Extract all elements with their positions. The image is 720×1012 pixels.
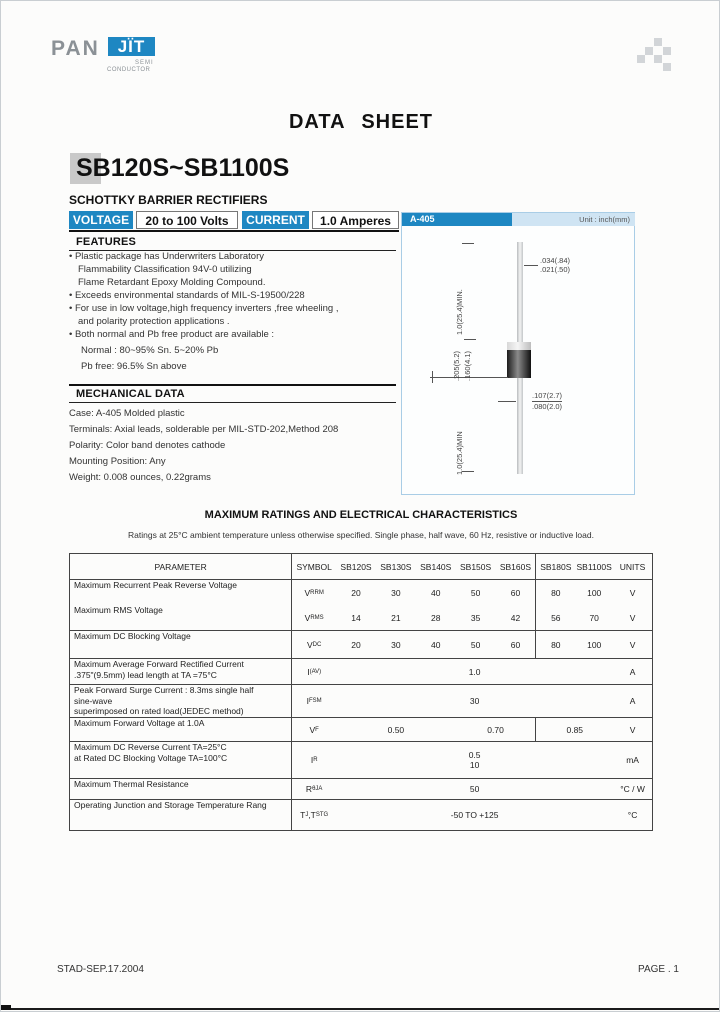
value-cell: 60 — [496, 580, 537, 605]
logo-pan-text: PAN — [51, 37, 100, 60]
value-cell: 80 — [551, 639, 561, 650]
value-cell: 0.70 — [456, 718, 537, 741]
dim-value: .080(2.0) — [532, 402, 563, 411]
diode-cathode-band — [507, 342, 531, 350]
mechanical-line: Polarity: Color band denotes cathode — [69, 440, 226, 451]
dimension-line — [462, 243, 474, 244]
document-title: DATA SHEET — [288, 111, 434, 133]
diode-body — [507, 350, 531, 378]
symbol-sub: RMS — [310, 614, 324, 621]
col-header: SB150S — [459, 561, 492, 572]
parameter-text: Maximum Recurrent Peak Reverse Voltage — [74, 580, 237, 590]
divider-line — [69, 384, 396, 386]
col-header: SB180S — [540, 561, 572, 572]
voltage-label: VOLTAGE — [69, 211, 133, 229]
dim-value: .160(4.1) — [463, 350, 472, 381]
symbol-sub: STG — [315, 812, 329, 818]
feature-text: Both normal and Pb free product are available : — [74, 329, 275, 340]
feature-line — [81, 344, 399, 357]
divider-line — [69, 230, 399, 232]
dim-lead-length-top: 1.0(25.4)MIN. — [455, 289, 464, 335]
parameter-cell — [70, 605, 292, 630]
value-cell — [336, 742, 613, 778]
symbol-sub: F — [315, 726, 319, 733]
value-text: 10 — [469, 760, 480, 770]
table-row — [70, 742, 652, 779]
symbol-cell — [292, 800, 336, 830]
footer-revision: STAD-SEP.17.2004 — [57, 964, 144, 975]
symbol-cell — [292, 631, 336, 658]
dim-lead-diameter — [540, 256, 570, 274]
feature-line — [78, 263, 399, 276]
table-row — [70, 605, 652, 631]
footer-page-number: PAGE . 1 — [638, 964, 679, 975]
symbol-base: V — [307, 639, 313, 650]
table-row — [70, 685, 652, 718]
page-bottom-edge — [1, 1008, 719, 1010]
parameter-cell — [70, 718, 292, 741]
value-cell: 40 — [431, 587, 441, 598]
feature-text: Pb free: 96.5% Sn above — [81, 361, 187, 372]
units-cell: °C / W — [620, 784, 645, 794]
value-cell: 100 — [587, 639, 602, 650]
feature-line — [69, 328, 399, 341]
symbol-base: V — [304, 587, 311, 598]
symbol-cell — [292, 685, 336, 717]
symbol-sub: (AV) — [309, 668, 322, 675]
parameter-text: sine-wave — [74, 695, 113, 706]
symbol-cell — [292, 580, 336, 605]
dim-value: .107(2.7) — [532, 391, 563, 400]
current-value: 1.0 Amperes — [312, 211, 399, 229]
page-corner-mark — [1, 1005, 11, 1010]
units-cell: mA — [626, 755, 639, 765]
mechanical-line: Weight: 0.008 ounces, 0.22grams — [69, 472, 211, 483]
part-number-title: SB120S~SB1100S — [76, 154, 290, 182]
col-header: SB1100S — [576, 561, 612, 572]
feature-text: and polarity protection applications . — [78, 316, 230, 327]
parameter-cell — [70, 580, 292, 605]
value-cell: 28 — [431, 612, 441, 623]
symbol-cell — [292, 742, 336, 778]
mechanical-data-list — [69, 406, 399, 486]
mechanical-line: Case: A-405 Molded plastic — [69, 408, 185, 419]
dim-body-diameter — [532, 391, 562, 411]
col-header: SB130S — [380, 561, 412, 572]
decor-square — [663, 63, 671, 71]
symbol-sub: R — [313, 757, 318, 763]
parameter-text: Peak Forward Surge Current : 8.3ms single half — [74, 685, 254, 695]
table-row — [70, 580, 652, 605]
decor-square — [654, 38, 662, 46]
feature-line — [69, 302, 399, 315]
value-cell: 80 — [551, 587, 561, 598]
feature-text: Flame Retardant Epoxy Molding Compound. — [78, 277, 266, 288]
symbol-base: ,T — [308, 810, 316, 820]
table-row — [70, 659, 652, 685]
units-cell: A — [629, 666, 636, 677]
parameter-text: .375"(9.5mm) lead length at TA =75°C — [74, 669, 217, 680]
parameter-text: superimposed on rated load(JEDEC method) — [74, 706, 244, 716]
decor-square — [654, 55, 662, 63]
package-outline-box — [401, 212, 635, 495]
feature-line — [81, 360, 399, 373]
value-cell: 1.0 — [468, 666, 481, 677]
symbol-base: V — [304, 612, 311, 623]
parameter-cell — [70, 631, 292, 658]
value-cell: 30 — [391, 587, 401, 598]
feature-line — [78, 276, 399, 289]
value-cell: 0.50 — [387, 724, 405, 735]
bullet: • — [69, 251, 73, 262]
feature-text: For use in low voltage,high frequency inverters ,free wheeling , — [74, 303, 339, 314]
symbol-cell — [292, 605, 336, 630]
col-header: SB160S — [496, 554, 537, 579]
units-cell: A — [629, 696, 636, 706]
feature-text: Flammability Classification 94V-0 utilizing — [78, 264, 252, 275]
dimension-line — [432, 371, 433, 383]
symbol-base: R — [305, 784, 313, 794]
symbol-base: I — [306, 696, 310, 706]
decor-square — [645, 47, 653, 55]
parameter-text: Maximum Average Forward Rectified Current — [74, 659, 244, 669]
voltage-value: 20 to 100 Volts — [136, 211, 238, 229]
parameter-text: Maximum Forward Voltage at 1.0A — [74, 718, 205, 728]
symbol-sub: RRM — [310, 589, 324, 596]
parameter-cell — [70, 800, 292, 830]
features-list — [69, 250, 399, 373]
symbol-sub: θJA — [312, 786, 323, 792]
mechanical-data-heading: MECHANICAL DATA — [76, 388, 185, 400]
symbol-cell — [292, 659, 336, 684]
value-cell: 56 — [551, 612, 561, 623]
bullet: • — [69, 290, 73, 301]
parameter-text: Operating Junction and Storage Temperature Rang — [74, 800, 267, 810]
feature-text: Normal : 80~95% Sn. 5~20% Pb — [81, 345, 219, 356]
symbol-sub: FSM — [309, 698, 322, 704]
logo-jit-badge: JÏT — [108, 37, 155, 56]
dim-value: .034(.84) — [540, 256, 571, 265]
divider-line — [69, 402, 396, 403]
units-cell: V — [629, 587, 636, 598]
units-cell: V — [629, 724, 636, 735]
table-row — [70, 718, 652, 742]
device-family-subtitle: SCHOTTKY BARRIER RECTIFIERS — [69, 193, 268, 207]
feature-text: Plastic package has Underwriters Laboratory — [74, 251, 265, 262]
decor-square — [637, 55, 645, 63]
symbol-sub: J — [305, 812, 309, 818]
dim-value: .021(.50) — [540, 265, 571, 274]
units-cell: °C — [627, 810, 638, 820]
feature-line — [69, 289, 399, 302]
value-cell: 20 — [351, 587, 361, 598]
table-note: Ratings at 25°C ambient temperature unless otherwise specified. Single phase, half wave, 60 Hz, resistive or inductive load. — [128, 530, 594, 540]
package-name-tab: A-405 — [402, 213, 512, 226]
logo-conductor-text: CONDUCTOR — [107, 67, 151, 73]
symbol-base: I — [307, 666, 310, 677]
value-text: 0.5 — [468, 750, 481, 760]
value-cell: 42 — [496, 605, 537, 630]
ratings-table — [69, 553, 653, 831]
value-cell: 0.85 — [566, 724, 584, 735]
symbol-cell — [292, 779, 336, 799]
feature-text: Exceeds environmental standards of MIL-S-19500/228 — [74, 290, 305, 301]
units-cell: V — [629, 639, 636, 650]
dim-body-length — [452, 331, 472, 381]
table-title: MAXIMUM RATINGS AND ELECTRICAL CHARACTERISTICS — [204, 509, 518, 521]
parameter-cell — [70, 742, 292, 778]
parameter-text: Maximum DC Reverse Current TA=25°C — [74, 742, 227, 752]
value-cell: 50 — [470, 587, 481, 598]
value-cell: 70 — [589, 612, 599, 623]
parameter-text: Maximum RMS Voltage — [74, 605, 163, 615]
symbol-base: T — [300, 810, 306, 820]
units-cell: V — [629, 612, 636, 623]
symbol-cell — [292, 718, 336, 741]
col-header: SB140S — [420, 561, 452, 572]
value-cell: 30 — [391, 639, 401, 650]
col-header: SYMBOL — [296, 561, 332, 572]
dimension-line — [524, 265, 538, 266]
value-cell: 21 — [391, 612, 401, 623]
col-header: UNITS — [619, 561, 646, 572]
parameter-text: at Rated DC Blocking Voltage TA=100°C — [74, 752, 228, 763]
value-cell: 14 — [351, 612, 361, 623]
feature-line — [78, 315, 399, 328]
symbol-sub: DC — [312, 641, 322, 648]
table-row — [70, 779, 652, 800]
col-header: SB120S — [340, 561, 372, 572]
parameter-cell — [70, 779, 292, 799]
symbol-base: V — [309, 724, 316, 735]
table-row — [70, 800, 652, 830]
decor-square — [663, 47, 671, 55]
table-header-row — [70, 554, 652, 580]
current-label: CURRENT — [242, 211, 309, 229]
value-cell: 30 — [469, 696, 480, 706]
value-cell: 20 — [351, 639, 361, 650]
symbol-base: I — [310, 755, 314, 765]
feature-line — [69, 250, 399, 263]
dim-value: .205(5.2) — [452, 350, 461, 381]
value-cell: 100 — [587, 587, 602, 598]
value-cell: 35 — [470, 612, 481, 623]
value-cell: -50 TO +125 — [450, 810, 499, 820]
parameter-text: Maximum Thermal Resistance — [74, 779, 189, 789]
logo-semi-text: SEMI — [135, 60, 154, 66]
value-cell: 60 — [496, 631, 537, 658]
dim-lead-length-bottom: 1.0(25.4)MIN — [455, 431, 464, 475]
mechanical-line: Mounting Position: Any — [69, 456, 166, 467]
bullet: • — [69, 329, 73, 340]
value-cell: 50 — [470, 639, 481, 650]
bullet: • — [69, 303, 73, 314]
value-cell: 50 — [469, 784, 480, 794]
dimension-line — [498, 401, 516, 402]
col-header: PARAMETER — [70, 554, 292, 579]
features-heading: FEATURES — [76, 236, 137, 248]
parameter-text: Maximum DC Blocking Voltage — [74, 631, 191, 641]
table-row — [70, 631, 652, 659]
value-cell: 40 — [431, 639, 441, 650]
mechanical-line: Terminals: Axial leads, solderable per MIL-STD-202,Method 208 — [69, 424, 339, 435]
package-unit-note: Unit : inch(mm) — [512, 213, 635, 226]
parameter-cell — [70, 659, 292, 684]
parameter-cell — [70, 685, 292, 717]
